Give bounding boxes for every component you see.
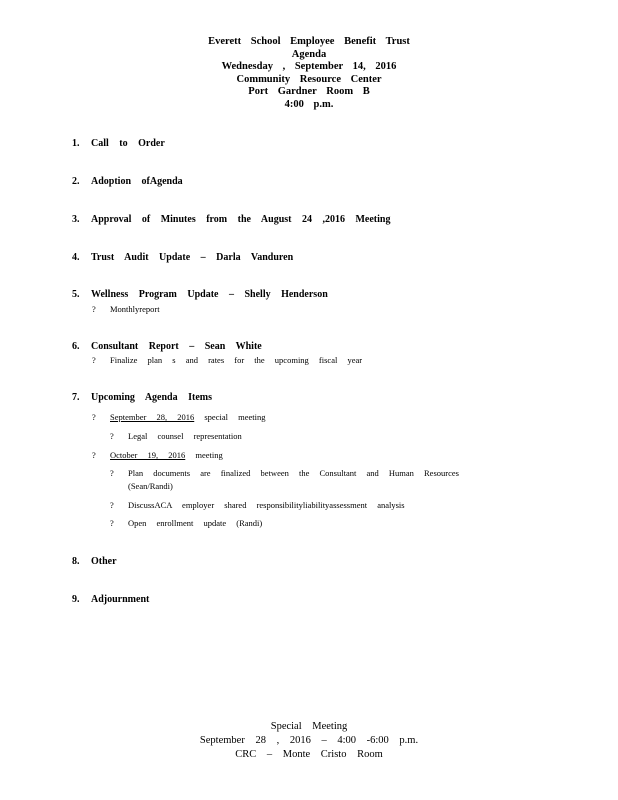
sub-sub-item — [110, 500, 405, 510]
bullet-glyph: ? — [92, 412, 96, 422]
header-room: Port Gardner Room B — [248, 86, 370, 97]
agenda-item — [72, 594, 149, 605]
meeting-date: September 28, 2016 — [110, 412, 195, 422]
item-number: 9. — [72, 594, 80, 605]
agenda-item — [72, 214, 390, 225]
sub-item-text: (Sean/Randi) — [128, 481, 173, 491]
agenda-item — [72, 392, 212, 403]
sub-sub-item — [110, 431, 242, 441]
bullet-glyph: ? — [92, 450, 96, 460]
sub-item-text: Open enrollment update (Randi) — [128, 518, 263, 528]
item-label: Call to Order — [91, 138, 165, 149]
item-number: 7. — [72, 392, 80, 403]
item-label: Other — [91, 556, 117, 567]
agenda-item — [72, 252, 293, 263]
bullet-glyph: ? — [92, 355, 96, 365]
bullet-glyph: ? — [110, 468, 114, 478]
item-label: Upcoming Agenda Items — [91, 392, 213, 403]
sub-item-text: Legal counsel representation — [128, 431, 242, 441]
meeting-date: October 19, 2016 — [110, 450, 186, 460]
item-label: Trust Audit Update – Darla Vanduren — [91, 252, 294, 263]
special-meeting-note — [0, 720, 618, 762]
sub-item-text: Monthlyreport — [110, 304, 160, 314]
header-doc-title: Agenda — [291, 48, 327, 60]
item-number: 8. — [72, 556, 80, 567]
item-number: 6. — [72, 341, 80, 352]
bullet-glyph: ? — [92, 304, 96, 314]
sub-item-text: special meeting — [204, 412, 266, 422]
sub-item — [92, 304, 160, 314]
sub-sub-item — [110, 468, 459, 478]
agenda-item — [72, 556, 117, 567]
header-date: Wednesday , September 14, 2016 — [221, 61, 397, 72]
sub-item-text: meeting — [195, 450, 223, 460]
item-number: 5. — [72, 289, 80, 300]
sub-item — [92, 355, 362, 365]
item-label: Adoption ofAgenda — [91, 176, 183, 187]
item-number: 4. — [72, 252, 80, 263]
item-number: 2. — [72, 176, 80, 187]
agenda-item — [72, 138, 165, 149]
sub-item — [92, 412, 265, 422]
bullet-glyph: ? — [110, 518, 114, 528]
agenda-item — [72, 341, 262, 352]
agenda-item — [72, 176, 183, 187]
item-label: Consultant Report – Sean White — [91, 341, 262, 352]
sub-sub-item — [110, 518, 262, 528]
sub-item-text: DiscussACA employer shared responsibilityliabilityassessment analysis — [128, 500, 405, 510]
header-venue: Community Resource Center — [236, 73, 382, 85]
item-label: Approval of Minutes from the August 24 ,2016 Meeting — [91, 214, 391, 225]
item-number: 1. — [72, 138, 80, 149]
footer-title: Special Meeting — [270, 721, 348, 732]
item-label: Adjournment — [91, 594, 150, 605]
agenda-header — [0, 36, 618, 111]
sub-item-continuation — [128, 481, 173, 491]
footer-datetime: September 28 , 2016 – 4:00 -6:00 p.m. — [199, 735, 419, 746]
agenda-item — [72, 289, 328, 300]
footer-location: CRC – Monte Cristo Room — [235, 749, 383, 760]
sub-item-text: Finalize plan s and rates for the upcoming fiscal year — [110, 355, 363, 365]
sub-item-text: Plan documents are finalized between the Consultant and Human Resources — [128, 468, 459, 478]
sub-item — [92, 450, 223, 460]
item-label: Wellness Program Update – Shelly Henderson — [91, 289, 328, 300]
header-time: 4:00 p.m. — [284, 98, 334, 110]
bullet-glyph: ? — [110, 431, 114, 441]
item-number: 3. — [72, 214, 80, 225]
header-org-name: Everett School Employee Benefit Trust — [208, 36, 410, 47]
bullet-glyph: ? — [110, 500, 114, 510]
